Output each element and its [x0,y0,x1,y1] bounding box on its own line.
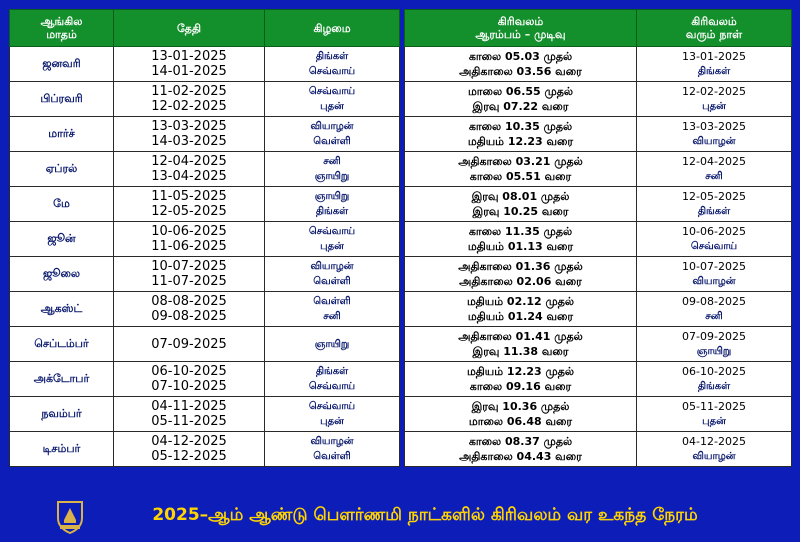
table-row [405,327,792,362]
table-row [405,187,792,222]
day-value: வியாழன் [310,121,354,132]
full-moon-weekday: ஞாயிறு [696,346,732,357]
day-cell [265,327,400,362]
full-moon-weekday: புதன் [702,416,726,427]
day-value: செவ்வாய் [308,86,356,97]
month-cell: ஜனவரி [10,47,114,82]
full-moon-date: 12-02-2025 [682,85,746,98]
full-moon-day-cell [637,47,792,82]
end-time: அதிகாலை 02.06 வரை [459,275,582,288]
day-value: வெள்ளி [313,296,351,307]
day-value: வெள்ளி [313,276,351,287]
full-moon-weekday: சனி [705,171,723,182]
full-moon-weekday: திங்கள் [697,381,731,392]
date-value: 11-06-2025 [151,239,227,254]
day-value: வெள்ளி [313,136,351,147]
date-value: 07-10-2025 [151,379,227,394]
table-row [10,432,400,467]
full-moon-date: 10-06-2025 [682,225,746,238]
full-moon-day-cell [637,187,792,222]
full-moon-weekday: வியாழன் [692,276,736,287]
start-time: காலை 08.37 முதல் [468,435,573,448]
day-value: புதன் [320,241,344,252]
full-moon-weekday: வியாழன் [692,136,736,147]
month-cell: அக்டோபர் [10,362,114,397]
full-moon-day-cell [637,362,792,397]
date-value: 05-12-2025 [151,449,227,464]
month-cell: ஜூன் [10,222,114,257]
day-value: ஞாயிறு [314,171,350,182]
date-value: 12-05-2025 [151,204,227,219]
end-time: இரவு 11.38 வரை [472,345,569,358]
month-cell: ஜூலை [10,257,114,292]
table-row [405,432,792,467]
date-value: 12-02-2025 [151,99,227,114]
date-value: 10-06-2025 [151,224,227,239]
end-time: காலை 09.16 வரை [469,380,572,393]
day-value: திங்கள் [315,206,349,217]
table-row [10,327,400,362]
full-moon-weekday: புதன் [702,101,726,112]
girivalam-time-cell [405,187,637,222]
full-moon-day-cell [637,82,792,117]
full-moon-date: 07-09-2025 [682,330,746,343]
header-month: ஆங்கில மாதம் [10,10,114,47]
date-cell [114,47,265,82]
date-value: 14-01-2025 [151,64,227,79]
table-row [10,257,400,292]
date-value: 13-03-2025 [151,119,227,134]
end-time: மதியம் 12.23 வரை [467,135,574,148]
start-time: இரவு 08.01 முதல் [471,190,570,203]
date-value: 04-12-2025 [151,434,227,449]
month-cell: ஏப்ரல் [10,152,114,187]
girivalam-time-cell [405,222,637,257]
full-moon-day-cell [637,397,792,432]
date-cell [114,117,265,152]
date-value: 10-07-2025 [151,259,227,274]
full-moon-weekday: செவ்வாய் [690,241,738,252]
date-cell [114,152,265,187]
day-value: திங்கள் [315,51,349,62]
header-day: கிழமை [265,10,400,47]
table-row [10,397,400,432]
date-cell [114,362,265,397]
date-cell [114,292,265,327]
date-cell [114,397,265,432]
table-row [405,257,792,292]
day-value: சனி [323,311,341,322]
end-time: அதிகாலை 04.43 வரை [459,450,582,463]
month-cell: மே [10,187,114,222]
full-moon-date: 06-10-2025 [682,365,746,378]
day-value: செவ்வாய் [308,66,356,77]
month-cell: செப்டம்பர் [10,327,114,362]
temple-logo-icon [52,500,88,534]
day-value: வியாழன் [310,436,354,447]
day-value: செவ்வாய் [308,381,356,392]
date-cell [114,432,265,467]
date-value: 11-07-2025 [151,274,227,289]
table-row [10,187,400,222]
day-cell [265,152,400,187]
date-value: 13-04-2025 [151,169,227,184]
day-value: செவ்வாய் [308,226,356,237]
girivalam-time-cell [405,397,637,432]
start-time: மாலை 06.55 முதல் [467,85,574,98]
month-cell: நவம்பர் [10,397,114,432]
full-moon-day-cell [637,292,792,327]
table-row [10,152,400,187]
date-cell [114,222,265,257]
date-value: 12-04-2025 [151,154,227,169]
month-cell: பிப்ரவரி [10,82,114,117]
girivalam-time-cell [405,432,637,467]
full-moon-weekday: திங்கள் [697,206,731,217]
table-row [405,82,792,117]
date-value: 09-08-2025 [151,309,227,324]
day-value: ஞாயிறு [314,338,350,350]
date-value: 13-01-2025 [151,49,227,64]
start-time: காலை 10.35 முதல் [468,120,573,133]
date-value: 11-05-2025 [151,189,227,204]
start-time: காலை 11.35 முதல் [468,225,573,238]
table-row [405,397,792,432]
full-moon-day-cell [637,222,792,257]
girivalam-time-cell [405,327,637,362]
girivalam-time-cell [405,117,637,152]
date-value: 05-11-2025 [151,414,227,429]
day-value: புதன் [320,101,344,112]
day-cell [265,117,400,152]
date-value: 04-11-2025 [151,399,227,414]
date-cell [114,82,265,117]
girivalam-time-cell [405,292,637,327]
full-moon-day-cell [637,117,792,152]
day-value: திங்கள் [315,366,349,377]
table-row [10,222,400,257]
full-moon-date: 04-12-2025 [682,435,746,448]
table-row [405,47,792,82]
full-moon-weekday: திங்கள் [697,66,731,77]
girivalam-time-cell [405,257,637,292]
table-row [10,362,400,397]
day-value: சனி [323,156,341,167]
end-time: மாலை 06.48 வரை [468,415,573,428]
full-moon-date: 13-01-2025 [682,50,746,63]
end-time: காலை 05.51 வரை [469,170,572,183]
table-row [10,292,400,327]
end-time: மதியம் 01.24 வரை [467,310,574,323]
header-girivalam-time: கிரிவலம் ஆரம்பம் – முடிவு [405,10,637,47]
date-value: 07-09-2025 [151,336,227,352]
full-moon-date: 13-03-2025 [682,120,746,133]
footer-title: 2025–ஆம் ஆண்டு பௌர்ணமி நாட்களில் கிரிவலம் வர உகந்த நேரம் [152,505,698,525]
month-cell: மார்ச் [10,117,114,152]
table-row [10,82,400,117]
full-moon-date: 05-11-2025 [682,400,746,413]
header-full-moon-day: கிரிவலம் வரும் நாள் [637,10,792,47]
day-cell [265,47,400,82]
start-time: மதியம் 02.12 முதல் [466,295,575,308]
full-moon-date: 10-07-2025 [682,260,746,273]
end-time: இரவு 10.25 வரை [472,205,569,218]
day-cell [265,432,400,467]
day-value: செவ்வாய் [308,401,356,412]
date-value: 11-02-2025 [151,84,227,99]
end-time: மதியம் 01.13 வரை [467,240,574,253]
day-value: ஞாயிறு [314,191,350,202]
date-value: 14-03-2025 [151,134,227,149]
start-time: இரவு 10.36 முதல் [471,400,570,413]
date-cell [114,327,265,362]
month-cell: டிசம்பர் [10,432,114,467]
table-row [405,152,792,187]
full-moon-day-cell [637,257,792,292]
end-time: அதிகாலை 03.56 வரை [459,65,582,78]
date-cell [114,257,265,292]
day-cell [265,362,400,397]
day-cell [265,257,400,292]
girivalam-time-cell [405,82,637,117]
date-cell [114,187,265,222]
table-row [405,117,792,152]
start-time: காலை 05.03 முதல் [468,50,573,63]
full-moon-day-cell [637,152,792,187]
girivalam-table-header [405,10,792,47]
day-value: புதன் [320,416,344,427]
girivalam-time-cell [405,362,637,397]
day-value: வெள்ளி [313,451,351,462]
girivalam-time-cell [405,152,637,187]
start-time: அதிகாலை 01.36 முதல் [458,260,583,273]
dates-table-header [10,10,400,47]
table-row [405,292,792,327]
day-cell [265,222,400,257]
dates-table [9,9,400,467]
month-cell: ஆகஸ்ட் [10,292,114,327]
day-value: வியாழன் [310,261,354,272]
full-moon-weekday: சனி [705,311,723,322]
header-date: தேதி [114,10,265,47]
full-moon-date: 12-04-2025 [682,155,746,168]
table-row [10,47,400,82]
girivalam-time-cell [405,47,637,82]
date-value: 06-10-2025 [151,364,227,379]
day-cell [265,397,400,432]
end-time: இரவு 07.22 வரை [472,100,569,113]
full-moon-day-cell [637,327,792,362]
full-moon-date: 12-05-2025 [682,190,746,203]
table-row [10,117,400,152]
day-cell [265,187,400,222]
start-time: அதிகாலை 01.41 முதல் [458,330,583,343]
start-time: அதிகாலை 03.21 முதல் [458,155,583,168]
day-cell [265,82,400,117]
table-row [405,362,792,397]
full-moon-day-cell [637,432,792,467]
full-moon-date: 09-08-2025 [682,295,746,308]
day-cell [265,292,400,327]
girivalam-table [404,9,792,467]
date-value: 08-08-2025 [151,294,227,309]
start-time: மதியம் 12.23 முதல் [466,365,575,378]
full-moon-weekday: வியாழன் [692,451,736,462]
table-row [405,222,792,257]
